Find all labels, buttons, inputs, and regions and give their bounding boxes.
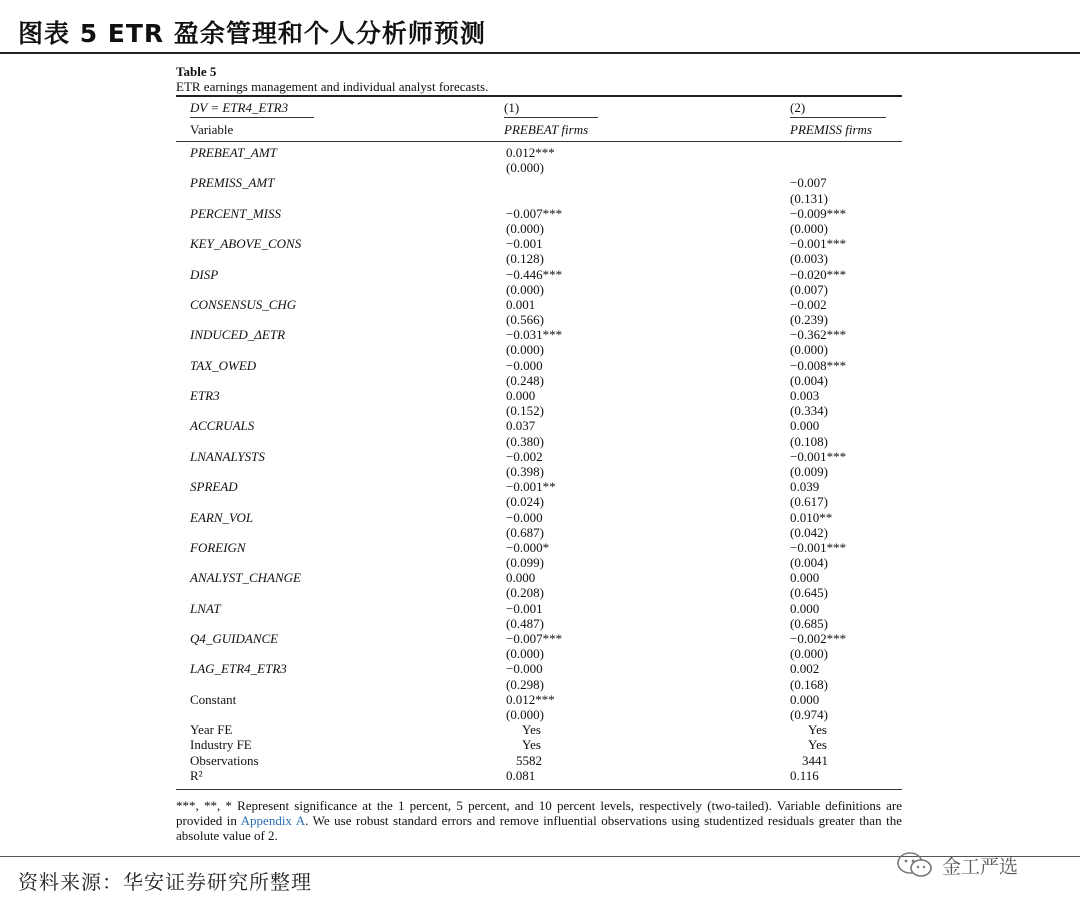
header-row-2	[176, 119, 902, 141]
variable-name: SPREAD	[190, 479, 238, 495]
variable-name: ACCRUALS	[190, 418, 255, 434]
col1-coefficient: 0.012***	[506, 145, 555, 160]
table-row-se	[176, 677, 902, 692]
col1-pvalue: (0.000)	[506, 160, 544, 176]
regression-table	[176, 64, 902, 843]
col2-pvalue: (0.007)	[790, 281, 828, 297]
col1-pvalue: (0.000)	[506, 220, 544, 236]
col2-pvalue: (0.645)	[790, 585, 828, 601]
table-row	[176, 388, 902, 403]
table-row-se	[176, 616, 902, 631]
col2-coefficient: −0.001***	[790, 448, 847, 464]
col2-pvalue: (0.004)	[790, 555, 828, 571]
watermark-text: 金工严选	[942, 855, 1019, 878]
stat-row	[176, 768, 902, 783]
table-caption: ETR earnings management and individual analyst forecasts.	[176, 79, 489, 94]
col1-pvalue: (0.298)	[506, 676, 544, 692]
variable-name: LAG_ETR4_ETR3	[190, 661, 287, 677]
col2-pvalue: (0.168)	[790, 676, 828, 692]
table-row	[176, 449, 902, 464]
table-row	[176, 297, 902, 312]
stat-label: Industry FE	[190, 737, 252, 753]
col1-pvalue: (0.687)	[506, 524, 544, 540]
col1-pvalue: (0.000)	[506, 342, 544, 358]
col1-underline	[504, 117, 598, 118]
col2-pvalue: (0.617)	[790, 494, 828, 510]
variable-name: TAX_OWED	[190, 357, 257, 373]
table-row	[176, 175, 902, 190]
col1-coefficient: −0.007***	[506, 205, 563, 221]
statistics-rows	[176, 722, 902, 783]
variable-name: Q4_GUIDANCE	[190, 631, 279, 646]
variable-name: EARN_VOL	[190, 509, 254, 525]
table-row-se	[176, 555, 902, 570]
col2-pvalue: (0.000)	[790, 220, 828, 236]
col2-pvalue: (0.239)	[790, 312, 828, 328]
col2-coefficient: −0.362***	[790, 327, 847, 343]
table-row	[176, 206, 902, 221]
col1-stat: 0.081	[506, 767, 536, 783]
col2-coefficient: 0.003	[790, 388, 820, 403]
col1-coefficient: −0.000	[506, 509, 543, 525]
col1-number: (1)	[504, 100, 520, 115]
variable-name: PREMISS_AMT	[190, 175, 275, 191]
table-row	[176, 479, 902, 494]
table-label: Table 5	[176, 64, 217, 79]
header-divider	[0, 52, 1080, 54]
appendix-link[interactable]: Appendix A	[240, 812, 306, 828]
col1-pvalue: (0.152)	[506, 403, 544, 419]
table-row-se	[176, 191, 902, 206]
figure-title: 图表 5 ETR 盈余管理和个人分析师预测	[18, 19, 486, 48]
col1-pvalue: (0.566)	[506, 312, 544, 328]
variable-name: PREBEAT_AMT	[190, 145, 277, 160]
dv-label: DV = ETR4_ETR3	[190, 100, 289, 115]
col1-name: PREBEAT firms	[504, 122, 589, 137]
header-row-1	[176, 97, 902, 119]
table-row	[176, 661, 902, 676]
col2-pvalue: (0.003)	[790, 251, 828, 267]
table-row	[176, 570, 902, 585]
table-row	[176, 692, 902, 707]
col1-coefficient: 0.037	[506, 418, 536, 434]
col2-coefficient: 0.039	[790, 479, 820, 495]
table-bottom-rule	[176, 789, 902, 790]
col2-coefficient: 0.010**	[790, 509, 833, 525]
table-row-se	[176, 494, 902, 509]
col2-pvalue: (0.000)	[790, 342, 828, 358]
variable-header: Variable	[190, 122, 234, 137]
col1-coefficient: −0.446***	[506, 266, 563, 282]
col1-coefficient: −0.000	[506, 357, 543, 373]
col2-stat: 0.116	[790, 767, 819, 783]
col1-stat: 5582	[516, 752, 542, 768]
col1-coefficient: −0.007***	[506, 631, 563, 646]
col2-stat: 3441	[802, 752, 828, 768]
col2-coefficient: −0.001***	[790, 539, 847, 555]
col2-coefficient: −0.002***	[790, 631, 847, 646]
col2-coefficient: 0.000	[790, 418, 820, 434]
table-row-se	[176, 434, 902, 449]
col1-coefficient: 0.001	[506, 296, 536, 312]
stat-row	[176, 753, 902, 768]
source-note: 资料来源：华安证券研究所整理	[18, 870, 312, 894]
variable-name: KEY_ABOVE_CONS	[190, 236, 302, 252]
col2-coefficient: −0.002	[790, 296, 827, 312]
col1-stat: Yes	[522, 737, 541, 753]
table-row-se	[176, 312, 902, 327]
col1-coefficient: −0.001**	[506, 479, 556, 495]
table-row-se	[176, 403, 902, 418]
col1-coefficient: −0.031***	[506, 327, 563, 343]
table-row-se	[176, 342, 902, 357]
table-row-se	[176, 585, 902, 600]
stat-row	[176, 737, 902, 752]
col1-pvalue: (0.487)	[506, 615, 544, 631]
variable-name: CONSENSUS_CHG	[190, 296, 297, 312]
col2-number: (2)	[790, 100, 806, 115]
variable-name: ETR3	[190, 388, 220, 403]
col2-pvalue: (0.974)	[790, 706, 828, 722]
col2-pvalue: (0.042)	[790, 524, 828, 540]
variable-name: DISP	[190, 266, 219, 282]
table-row-se	[176, 525, 902, 540]
variable-name: INDUCED_ΔETR	[190, 327, 286, 343]
col2-coefficient: 0.000	[790, 600, 820, 616]
table-row-se	[176, 282, 902, 297]
col1-pvalue: (0.128)	[506, 251, 544, 267]
col2-pvalue: (0.000)	[790, 646, 828, 662]
col1-coefficient: 0.000	[506, 570, 536, 586]
table-footnote: ***, **, * Represent significance at the 1 percent, 5 percent, and 10 percent levels, respectively (two-tailed). Variable definitions are provided in Appendix A. We use robust standard errors and remove influential observations using studentized residuals greater than the absolute value of 2.	[176, 797, 902, 843]
col2-pvalue: (0.009)	[790, 463, 828, 479]
col1-pvalue: (0.248)	[506, 372, 544, 388]
table-row-se	[176, 373, 902, 388]
col1-pvalue: (0.000)	[506, 281, 544, 297]
col1-pvalue: (0.208)	[506, 585, 544, 601]
col1-coefficient: −0.002	[506, 448, 543, 464]
table-row	[176, 540, 902, 555]
col2-coefficient: −0.020***	[790, 266, 847, 282]
table-row-se	[176, 707, 902, 722]
variable-name: Constant	[190, 691, 237, 707]
col2-underline	[790, 117, 886, 118]
table-row	[176, 418, 902, 433]
dv-underline	[190, 117, 314, 118]
table-row-se	[176, 646, 902, 661]
table-row	[176, 267, 902, 282]
col2-coefficient: −0.001***	[790, 236, 847, 252]
table-row	[176, 631, 902, 646]
variable-name: LNANALYSTS	[190, 448, 265, 464]
col2-name: PREMISS firms	[790, 122, 872, 137]
stat-label: R²	[190, 767, 203, 783]
col2-coefficient: 0.002	[790, 661, 820, 677]
wechat-icon	[896, 850, 934, 880]
col1-pvalue: (0.398)	[506, 463, 544, 479]
col1-coefficient: 0.000	[506, 388, 536, 403]
stat-row	[176, 722, 902, 737]
variable-name: PERCENT_MISS	[190, 205, 281, 221]
col1-pvalue: (0.024)	[506, 494, 544, 510]
col2-coefficient: 0.000	[790, 570, 820, 586]
col1-coefficient: −0.000*	[506, 539, 550, 555]
variable-name: LNAT	[190, 600, 221, 616]
col1-coefficient: −0.001	[506, 236, 543, 252]
col2-stat: Yes	[808, 737, 827, 753]
table-row-se	[176, 464, 902, 479]
col1-stat: Yes	[522, 722, 541, 738]
col2-coefficient: −0.007	[790, 175, 827, 191]
table-row	[176, 510, 902, 525]
col2-coefficient: −0.009***	[790, 205, 847, 221]
col1-pvalue: (0.000)	[506, 646, 544, 662]
col1-coefficient: −0.001	[506, 600, 543, 616]
table-row	[176, 236, 902, 251]
col2-coefficient: −0.008***	[790, 357, 847, 373]
coefficient-rows	[176, 145, 902, 722]
col2-pvalue: (0.685)	[790, 615, 828, 631]
col2-pvalue: (0.004)	[790, 372, 828, 388]
table-row	[176, 145, 902, 160]
col1-pvalue: (0.099)	[506, 555, 544, 571]
col1-coefficient: −0.000	[506, 661, 543, 677]
variable-name: FOREIGN	[190, 539, 246, 555]
variable-name: ANALYST_CHANGE	[190, 570, 301, 586]
stat-label: Observations	[190, 752, 259, 768]
col2-stat: Yes	[808, 722, 827, 738]
table-row	[176, 327, 902, 342]
table-row-se	[176, 251, 902, 266]
watermark	[896, 850, 1018, 880]
table-row-se	[176, 160, 902, 175]
col2-pvalue: (0.131)	[790, 190, 828, 206]
col2-pvalue: (0.108)	[790, 433, 828, 449]
table-row-se	[176, 221, 902, 236]
col1-pvalue: (0.380)	[506, 433, 544, 449]
col1-coefficient: 0.012***	[506, 691, 555, 707]
col2-pvalue: (0.334)	[790, 403, 828, 419]
stat-label: Year FE	[190, 722, 233, 738]
table-row	[176, 601, 902, 616]
table-row	[176, 358, 902, 373]
col1-pvalue: (0.000)	[506, 706, 544, 722]
col2-coefficient: 0.000	[790, 691, 820, 707]
